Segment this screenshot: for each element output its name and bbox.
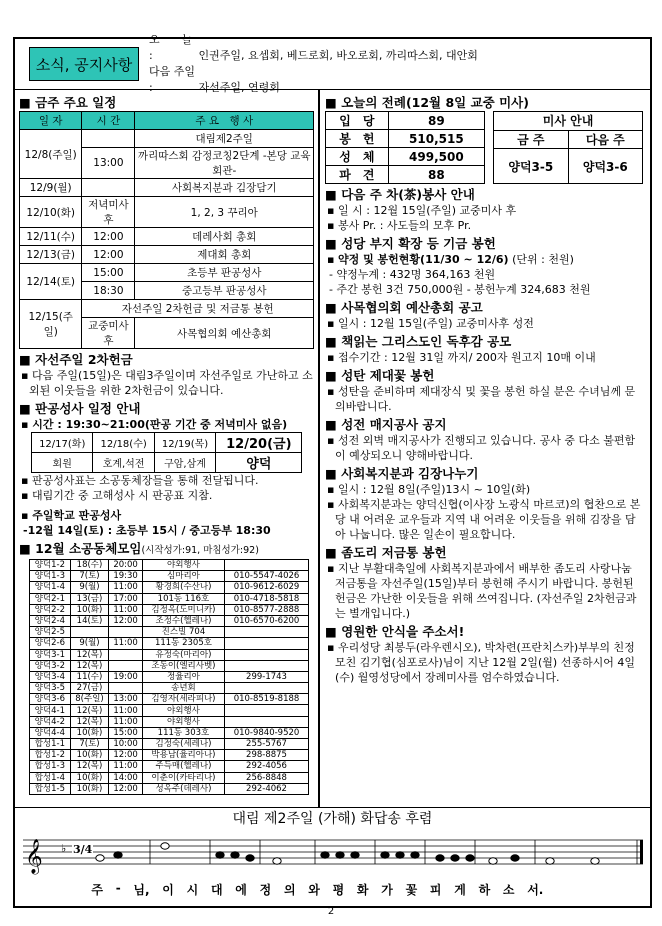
group-phone — [225, 705, 309, 716]
group-row — [30, 593, 309, 604]
group-date: 7(토) — [70, 571, 109, 582]
confession-place: 양덕 — [216, 453, 302, 473]
group-row — [30, 560, 309, 571]
group-row — [30, 694, 309, 705]
school-title: ▪ 주일학교 판공성사 — [19, 508, 314, 523]
header-info — [149, 32, 478, 96]
schedule-row — [20, 264, 314, 282]
music-note — [161, 843, 169, 849]
group-time — [109, 683, 143, 694]
schedule-event: 대림제2주일 — [135, 130, 314, 148]
mass-guide-table — [493, 111, 643, 184]
mass-guide-title: 미사 안내 — [494, 112, 643, 131]
confession-date: 12/20(금) — [216, 433, 302, 453]
kimchi-item: ▪ 사회복지분과는 양덕신협(이사장 노광식 마르코)의 협찬으로 본당 내 어려운 교우들과 지역 내 어려운 이웃들을 위해 김장을 담아 나눕니다. 많은 일손이 필요합니다. — [325, 497, 645, 542]
schedule-event: 사목협의회 예산총회 — [135, 318, 314, 349]
schedule-row — [20, 300, 314, 318]
repair-text: ▪ 성전 외벽 매지공사가 진행되고 있습니다. 공사 중 다소 불편함이 예상되오니 양해바랍니다. — [325, 433, 645, 463]
confession-note: ▪ 대림기간 중 고해성사 시 판공표 지참. — [19, 488, 314, 503]
group-phone: 010-8519-8188 — [225, 694, 309, 705]
group-time: 20:00 — [109, 560, 143, 571]
music-note — [336, 852, 344, 858]
music-note — [466, 855, 474, 861]
group-time: 10:00 — [109, 739, 143, 750]
group-date: 10(화) — [70, 727, 109, 738]
group-phone — [225, 560, 309, 571]
fund-line: - 주간 봉헌 3건 750,000원 - 봉헌누계 324,683 천원 — [329, 283, 591, 296]
confession-place: 호계,석전 — [93, 453, 154, 473]
schedule-time: 13:00 — [82, 148, 135, 179]
schedule-time: 12:00 — [82, 246, 135, 264]
confession-row — [32, 433, 302, 453]
group-time: 13:00 — [109, 694, 143, 705]
group-time: 11:00 — [109, 761, 143, 772]
group-row — [30, 671, 309, 682]
schedule-date: 12/11(수) — [20, 228, 82, 246]
group-phone: 255-5767 — [225, 739, 309, 750]
page-number: 2 — [327, 906, 335, 917]
music-note — [273, 858, 281, 864]
budget-text: ▪ 일시 : 12월 15일(주일) 교중미사후 성전 — [325, 316, 645, 331]
group-time — [109, 649, 143, 660]
charity-title: ■ 자선주일 2차헌금 — [19, 351, 314, 368]
schedule-time: 12:00 — [82, 228, 135, 246]
confession-row — [32, 453, 302, 473]
group-time: 19:00 — [109, 671, 143, 682]
group-place: 야외행사 — [142, 705, 224, 716]
schedule-row — [20, 246, 314, 264]
group-name: 합성1-5 — [30, 783, 71, 794]
music-note — [546, 858, 554, 864]
group-row — [30, 716, 309, 727]
flat-icon: ♭ — [61, 842, 67, 855]
group-row — [30, 772, 309, 783]
group-place: 유정숙(마리아) — [142, 649, 224, 660]
group-place: 야외행사 — [142, 560, 224, 571]
group-date: 12(목) — [70, 716, 109, 727]
group-phone — [225, 638, 309, 649]
schedule-event: 초등부 판공성사 — [135, 264, 314, 282]
group-place: 송년회 — [142, 683, 224, 694]
music-staff — [15, 830, 650, 880]
music-note — [511, 855, 519, 861]
group-row — [30, 571, 309, 582]
group-row — [30, 627, 309, 638]
schedule-date: 12/8(주일) — [20, 130, 82, 179]
group-time: 11:00 — [109, 716, 143, 727]
group-time: 11:00 — [109, 604, 143, 615]
liturgy-value: 510,515 — [388, 130, 484, 148]
music-note — [231, 852, 239, 858]
schedule-time: 저녁미사후 — [82, 197, 135, 228]
group-date: 10(화) — [70, 604, 109, 615]
music-note — [114, 852, 122, 858]
group-row — [30, 615, 309, 626]
schedule-header: 시 간 — [82, 112, 135, 130]
confession-date: 12/19(목) — [154, 433, 215, 453]
flowers-title: ■ 성탄 제대꽃 봉헌 — [325, 367, 645, 384]
group-date: 10(화) — [70, 750, 109, 761]
liturgy-label: 입 당 — [326, 112, 389, 130]
group-name: 양덕4-2 — [30, 716, 71, 727]
music-note — [396, 852, 404, 858]
next-week-label: 다음 주 — [568, 130, 643, 149]
group-time — [109, 627, 143, 638]
schedule-event: 사회복지분과 김장담기 — [135, 179, 314, 197]
group-phone — [225, 627, 309, 638]
schedule-row — [20, 130, 314, 148]
group-phone: 256-8848 — [225, 772, 309, 783]
group-place: 박용남(율리아나) — [142, 750, 224, 761]
music-title: 대림 제2주일 (가해) 화답송 후렴 — [232, 811, 433, 827]
final-bar-line — [640, 840, 643, 864]
schedule-event: 데레사회 총회 — [135, 228, 314, 246]
group-time: 14:00 — [109, 772, 143, 783]
group-name: 양덕1-4 — [30, 582, 71, 593]
lyric-syllable: 가 — [381, 883, 393, 897]
lyric-syllable: 이 — [162, 883, 174, 897]
group-row — [30, 582, 309, 593]
liturgy-row — [326, 130, 485, 148]
group-row — [30, 649, 309, 660]
rip-title: ■ 영원한 안식을 주소서! — [325, 623, 645, 640]
confession-title: ■ 판공성사 일정 안내 — [19, 400, 314, 417]
group-place: 정율리아 — [142, 671, 224, 682]
group-row — [30, 739, 309, 750]
group-date: 11(수) — [70, 671, 109, 682]
group-place: 101동 116호 — [142, 593, 224, 604]
group-row — [30, 683, 309, 694]
group-phone: 010-8577-2888 — [225, 604, 309, 615]
group-date: 12(목) — [70, 761, 109, 772]
budget-title: ■ 사목협의회 예산총회 공고 — [325, 299, 645, 316]
schedule-time — [82, 130, 135, 148]
group-phone: 010-5547-4026 — [225, 571, 309, 582]
lyric-syllable: - — [115, 881, 121, 895]
group-name: 양덕2-6 — [30, 638, 71, 649]
lyric-syllable: 에 — [235, 883, 247, 897]
music-note — [411, 852, 419, 858]
group-name: 양덕2-4 — [30, 615, 71, 626]
group-date: 12(목) — [70, 649, 109, 660]
group-time: 12:00 — [109, 783, 143, 794]
confession-time: ▪ 시간 : 19:30~21:00(판공 기간 중 저녁미사 없음) — [19, 417, 314, 432]
group-row — [30, 750, 309, 761]
groups-subtitle: (시작성가:91, 마침성가:92) — [141, 545, 259, 556]
liturgy-row — [326, 166, 485, 184]
group-date: 9(월) — [70, 638, 109, 649]
group-date: 10(화) — [70, 783, 109, 794]
group-date — [70, 627, 109, 638]
music-note — [246, 855, 254, 861]
group-place: 황경희(수산나) — [142, 582, 224, 593]
group-place: 조정수(헬레나) — [142, 615, 224, 626]
liturgy-value: 499,500 — [388, 148, 484, 166]
group-name: 양덕3-6 — [30, 694, 71, 705]
tea-item: ▪ 일 시 : 12월 15일(주일) 교중미사 후 — [325, 203, 645, 218]
this-week-label: 금 주 — [494, 130, 569, 149]
liturgy-row — [326, 112, 485, 130]
liturgy-label: 성 체 — [326, 148, 389, 166]
liturgy-box — [325, 111, 645, 184]
group-phone — [225, 716, 309, 727]
group-time: 11:00 — [109, 582, 143, 593]
header — [15, 33, 650, 94]
group-row — [30, 705, 309, 716]
today-label: 오 늘 : — [149, 33, 193, 62]
group-place: 성옥주(데레사) — [142, 783, 224, 794]
schedule-row — [20, 228, 314, 246]
fund-unit: (단위 : 천원) — [512, 253, 574, 266]
music-section — [15, 808, 650, 906]
schedule-title: ■ 금주 주요 일정 — [19, 94, 314, 111]
lyric-syllable: 의 — [283, 883, 296, 897]
confession-date: 12/18(수) — [93, 433, 154, 453]
kimchi-title: ■ 사회복지분과 김장나누기 — [325, 465, 645, 482]
schedule-event: 1, 2, 3 꾸리아 — [135, 197, 314, 228]
bank-text: ▪ 지난 부활대축일에 사회복지분과에서 배부한 좀도리 사랑나눔 저금통을 자선주일(15일)부터 봉헌해 주시기 바랍니다. 봉헌된 헌금은 가난한 이웃들을 위해 쓰여집니다. (자선주일 2차헌금과는 별개입니다.) — [325, 561, 645, 621]
kimchi-item: ▪ 일시 : 12월 8일(주일)13시 ~ 10일(화) — [325, 482, 645, 497]
group-name: 양덕1-3 — [30, 571, 71, 582]
group-place: 야외행사 — [142, 716, 224, 727]
schedule-time: 15:00 — [82, 264, 135, 282]
schedule-row — [20, 179, 314, 197]
group-phone: 010-9840-9520 — [225, 727, 309, 738]
group-place: 조동이(엘리사벳) — [142, 660, 224, 671]
book-text: ▪ 접수기간 : 12월 31일 까지/ 200자 원고지 10매 이내 — [325, 350, 645, 365]
lyric-syllable: 님, — [133, 883, 150, 897]
groups-table — [29, 559, 309, 795]
group-row — [30, 761, 309, 772]
schedule-table — [19, 111, 314, 349]
lyric-syllable: 와 — [308, 883, 320, 897]
schedule-date: 12/10(화) — [20, 197, 82, 228]
liturgy-label: 파 견 — [326, 166, 389, 184]
lyric-syllable: 시 — [186, 883, 199, 897]
music-note — [381, 852, 389, 858]
liturgy-label: 봉 헌 — [326, 130, 389, 148]
lyric-syllable: 평 — [332, 883, 345, 897]
lyric-syllable: 하 — [478, 883, 491, 897]
group-name: 양덕2-5 — [30, 627, 71, 638]
group-phone — [225, 683, 309, 694]
schedule-event: 중고등부 판공성사 — [135, 282, 314, 300]
music-note — [591, 858, 599, 864]
right-column — [320, 90, 650, 807]
confession-date: 12/17(화) — [32, 433, 93, 453]
liturgy-row — [326, 148, 485, 166]
schedule-header-row — [20, 112, 314, 130]
music-note — [96, 855, 104, 861]
group-name: 양덕4-4 — [30, 727, 71, 738]
group-name: 양덕3-2 — [30, 660, 71, 671]
rip-text: ▪ 우리성당 최봉두(라우렌시오), 박차련(프란치스카)부부의 친정모친 김기협(심포로사)님이 지난 12월 2일(월) 선종하시어 4일(수) 월영성당에서 장례미사를 엄수하였습니다. — [325, 640, 645, 685]
lyric-syllable: 대 — [210, 883, 223, 897]
music-note — [451, 855, 459, 861]
charity-text: ▪ 다음 주일(15일)은 대림3주일이며 자선주일로 가난하고 소외된 이웃들을 위한 2차헌금이 있습니다. — [19, 368, 314, 398]
music-note — [321, 852, 329, 858]
schedule-header: 일 자 — [20, 112, 82, 130]
next-text: 자선주일, 연령회 — [198, 81, 280, 94]
group-date: 7(토) — [70, 739, 109, 750]
schedule-event: 자선주일 2차헌금 및 저금통 봉헌 — [82, 300, 314, 318]
group-date: 8(주일) — [70, 694, 109, 705]
group-date: 13(금) — [70, 593, 109, 604]
group-time: 17:00 — [109, 593, 143, 604]
music-note — [489, 858, 497, 864]
groups-title-text: 12월 소공동체모임 — [35, 541, 142, 556]
schedule-event: 까리따스회 감정코칭2단계 -본당 교육회관- — [135, 148, 314, 179]
group-time: 11:00 — [109, 638, 143, 649]
schedule-date: 12/13(금) — [20, 246, 82, 264]
group-name: 합성1-3 — [30, 761, 71, 772]
today-text: 인권주일, 요셉회, 베드로회, 바오로회, 까리따스회, 대안회 — [198, 49, 478, 62]
school-text: -12월 14일(토) : 초등부 15시 / 중고등부 18:30 — [23, 524, 271, 537]
time-signature: 3/4 — [73, 843, 93, 856]
schedule-header: 주 요 행 사 — [135, 112, 314, 130]
group-phone: 298-8875 — [225, 750, 309, 761]
confession-table — [31, 432, 302, 473]
group-name: 양덕3-5 — [30, 683, 71, 694]
group-time: 15:00 — [109, 727, 143, 738]
group-phone: 010-6570-6200 — [225, 615, 309, 626]
group-date: 9(월) — [70, 582, 109, 593]
group-name: 합성1-1 — [30, 739, 71, 750]
fund-status-text: 약정 및 봉헌현황(11/30 ~ 12/6) — [338, 253, 509, 266]
fund-status — [325, 252, 645, 267]
group-row — [30, 660, 309, 671]
flowers-text: ▪ 성탄을 준비하며 제대장식 및 꽃을 봉헌 하실 분은 수녀님께 문의바랍니다. — [325, 384, 645, 414]
group-place: 111동 303호 — [142, 727, 224, 738]
group-time: 11:00 — [109, 705, 143, 716]
bulletin-page — [13, 33, 652, 908]
lyric-syllable: 소 — [502, 883, 515, 897]
group-name: 양덕2-2 — [30, 604, 71, 615]
group-row — [30, 604, 309, 615]
group-name: 양덕1-2 — [30, 560, 71, 571]
book-title: ■ 책읽는 그리스도인 독후감 공모 — [325, 333, 645, 350]
group-row — [30, 783, 309, 794]
schedule-time: 교중미사후 — [82, 318, 135, 349]
group-time — [109, 660, 143, 671]
group-place: 김영자(세라피나) — [142, 694, 224, 705]
group-time: 12:00 — [109, 750, 143, 761]
group-phone: 292-4062 — [225, 783, 309, 794]
group-place: 주득매(헬레나) — [142, 761, 224, 772]
music-note — [216, 852, 224, 858]
group-date: 14(토) — [70, 615, 109, 626]
confession-note: ▪ 판공성사표는 소공동체장들을 통해 전달됩니다. — [19, 473, 314, 488]
group-name: 양덕4-1 — [30, 705, 71, 716]
lyric-syllable: 주 — [91, 883, 103, 897]
group-date: 12(목) — [70, 705, 109, 716]
liturgy-title: ■ 오늘의 전례(12월 8일 교중 미사) — [325, 94, 645, 111]
group-name: 합성1-2 — [30, 750, 71, 761]
repair-title: ■ 성전 매지공사 공지 — [325, 416, 645, 433]
bank-title: ■ 좀도리 저금통 봉헌 — [325, 544, 645, 561]
schedule-date: 12/15(주일) — [20, 300, 82, 349]
confession-place: 회원 — [32, 453, 93, 473]
group-date: 18(수) — [70, 560, 109, 571]
lyric-syllable: 정 — [259, 883, 272, 897]
group-place: 김정옥(도미니카) — [142, 604, 224, 615]
group-place: 심마리아 — [142, 571, 224, 582]
music-note — [436, 855, 444, 861]
schedule-date: 12/14(토) — [20, 264, 82, 300]
group-name: 양덕3-4 — [30, 671, 71, 682]
liturgy-value: 89 — [388, 112, 484, 130]
schedule-time: 18:30 — [82, 282, 135, 300]
schedule-event: 제대회 총회 — [135, 246, 314, 264]
fund-title: ■ 성당 부지 확장 등 기금 봉헌 — [325, 235, 645, 252]
left-column — [15, 90, 320, 807]
group-date: 10(화) — [70, 772, 109, 783]
schedule-time — [82, 179, 135, 197]
tea-item: ▪ 봉사 Pr. : 사도들의 모후 Pr. — [325, 218, 645, 233]
group-phone — [225, 649, 309, 660]
music-note — [351, 852, 359, 858]
group-name: 양덕3-1 — [30, 649, 71, 660]
schedule-date: 12/9(월) — [20, 179, 82, 197]
group-name: 양덕2-1 — [30, 593, 71, 604]
group-phone: 010-9612-6029 — [225, 582, 309, 593]
group-phone: 292-4056 — [225, 761, 309, 772]
lyric-syllable: 화 — [356, 883, 369, 897]
group-place: 김정숙(세레나) — [142, 739, 224, 750]
group-phone: 010-4718-5818 — [225, 593, 309, 604]
group-row — [30, 638, 309, 649]
group-time: 12:00 — [109, 615, 143, 626]
tea-title: ■ 다음 주 차(茶)봉사 안내 — [325, 186, 645, 203]
liturgy-table — [325, 111, 485, 184]
schedule-row — [20, 197, 314, 228]
group-date: 12(목) — [70, 660, 109, 671]
lyric-syllable: 꽃 — [405, 883, 418, 897]
music-lyrics — [15, 881, 650, 898]
liturgy-value: 88 — [388, 166, 484, 184]
confession-place: 구암,삼계 — [154, 453, 215, 473]
lyric-syllable: 피 — [429, 883, 442, 897]
lyric-syllable: 서. — [527, 883, 544, 897]
group-row — [30, 727, 309, 738]
next-label: 다음 주일 : — [149, 65, 196, 94]
next-week-value: 양덕3-6 — [568, 149, 643, 184]
group-date: 27(금) — [70, 683, 109, 694]
group-place: 이춘이(카타리나) — [142, 772, 224, 783]
groups-title — [19, 540, 314, 559]
lyric-syllable: 게 — [454, 883, 466, 897]
group-place: 진스빌 704 — [142, 627, 224, 638]
group-place: 111동 2305호 — [142, 638, 224, 649]
group-phone — [225, 660, 309, 671]
this-week-value: 양덕3-5 — [494, 149, 569, 184]
group-phone: 299-1743 — [225, 671, 309, 682]
group-name: 합성1-4 — [30, 772, 71, 783]
fund-line: - 약정누계 : 432명 364,163 천원 — [329, 268, 496, 281]
treble-clef-icon: 𝄞 — [25, 839, 43, 874]
group-time: 19:30 — [109, 571, 143, 582]
section-badge: 소식, 공지사항 — [29, 47, 139, 81]
